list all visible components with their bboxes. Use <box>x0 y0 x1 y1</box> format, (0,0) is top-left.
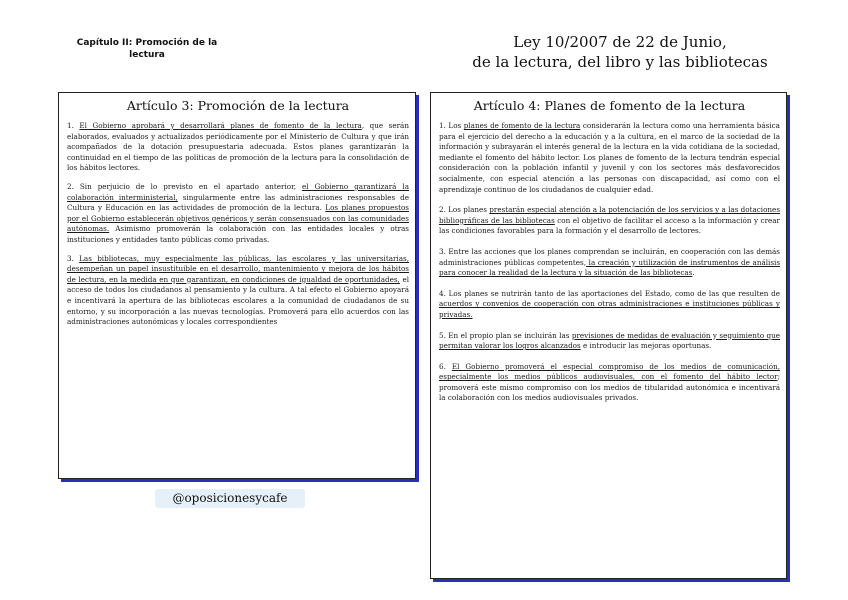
text-run: . <box>692 268 695 278</box>
underlined-text: el Gobierno garantizará la colaboración interministerial, <box>67 181 409 202</box>
chapter-heading: Capítulo II: Promoción de la lectura <box>76 38 218 60</box>
underlined-text: acuerdos y convenios de cooperación con otras administraciones e instituciones públicas y privadas. <box>439 299 780 319</box>
article-4-paragraph-5 <box>439 331 780 352</box>
text-run: Asimismo promoverán la colaboración con las entidades locales y otras instituciones y entidades tanto públicas como privadas. <box>67 224 409 244</box>
article-4-paragraph-3 <box>439 247 780 279</box>
text-run: con el objetivo de facilitar el acceso a la información y crear las condiciones favorables para la formación y el desarrollo de lectores. <box>439 215 780 236</box>
article-3-box <box>58 92 416 479</box>
text-run: 2. Sin perjuicio de lo previsto en el apartado anterior, <box>67 181 303 191</box>
law-title-line-1: Ley 10/2007 de 22 de Junio, <box>513 33 727 51</box>
underlined-text: Los planes propuestos por el Gobierno establecerán objetivos genéricos y serán consensuados con las comunidades autónomas. <box>67 203 409 234</box>
text-run: singularmente entre las administraciones responsables de Cultura y Educación en las actividades de promoción de la lectura. <box>67 192 410 213</box>
underlined-text: El Gobierno aprobará y desarrollará planes de fomento de la lectura <box>79 121 362 130</box>
text-run: 4. Los planes se nutrirán tanto de las aportaciones del Estado, como de las que resulten de <box>439 288 780 298</box>
text-run: e introducir las mejoras oportunas. <box>580 341 712 351</box>
article-3-paragraph-3 <box>67 254 409 328</box>
text-run: 1. <box>67 121 80 130</box>
article-3-paragraph-1 <box>67 121 409 174</box>
underlined-text: El Gobierno promoverá el especial compromiso de los medios de comunicación, especialmente los medios públicos audiovisuales, con el fomento del hábito lector <box>439 361 780 382</box>
text-run: 1. Los <box>439 121 464 130</box>
text-run: 3. Entre las acciones que los planes comprendan se incluirán, en cooperación con las demás administraciones públicas competentes, <box>439 246 780 267</box>
text-run: 3. <box>67 253 80 263</box>
article-4-paragraph-4 <box>439 289 780 321</box>
underlined-text: previsiones de medidas de evaluación y seguimiento que permitan valorar los logros alcanzados <box>439 330 780 351</box>
article-3-paragraph-2 <box>67 182 409 246</box>
text-run: el acceso de todos los ciudadanos al pensamiento y la cultura. A tal efecto el Gobierno apoyará e incentivará la apertura de las bibliotecas escolares a la comunidad de ciudadanos de su entorno, y su incorporación a las nuevas tecnologías. Promoverá para ello acuerdos con las administraciones autonómicas y locales correspondientes <box>67 274 410 327</box>
text-run: 2. Los planes <box>439 205 490 215</box>
text-run: ; promoverá este mismo compromiso con los medios de titularidad autonómica e incentivará la colaboración con los medios audiovisuales privados. <box>439 372 780 403</box>
social-handle: @oposicionesycafe <box>155 489 305 508</box>
underlined-text: planes de fomento de la lectura <box>463 121 581 130</box>
law-title-line-2: de la lectura, del libro y las bibliotecas <box>472 53 768 71</box>
article-4-box <box>430 92 787 579</box>
article-4-paragraph-2 <box>439 205 780 237</box>
article-3-title: Artículo 3: Promoción de la lectura <box>126 98 350 113</box>
article-4-paragraph-6 <box>439 362 780 404</box>
article-4-paragraph-1 <box>439 121 780 195</box>
text-run: 6. <box>439 361 452 371</box>
text-run: considerarán la lectura como una herramienta básica para el ejercicio del derecho a la educación y a la cultura, en el marco de la sociedad de la información y subrayarán el interés general de la lectura en la vida cotidiana de la sociedad, mediante el fomento del hábito lector. Los planes de fomento de la lectura tendrán especial consideración con la población infantil y juvenil y con los sectores más desfavorecidos socialmente, con especial atención a las personas con discapacidad, así como con el aprendizaje continuo de los ciudadanos de cualquier edad. <box>439 121 780 194</box>
underlined-text: prestarán especial atención a la potenciación de los servicios y a las dotaciones bibliográficas de las bibliotecas <box>439 205 781 225</box>
underlined-text: la creación y utilización de instrumentos de análisis para conocer la realidad de la lectura y la situación de las bibliotecas <box>439 257 781 278</box>
text-run: , que serán elaborados, evaluados y actualizados periódicamente por el Ministerio de Cultura y que irán acompañados de la dotación presupuestaria adecuada. Estos planes garantizarán la continuidad en el tiempo de las políticas de promoción de la lectura para la consolidación de los hábitos lectores. <box>67 121 409 173</box>
underlined-text: Las bibliotecas, muy especialmente las públicas, las escolares y las universitarias, desempeñan un papel insustituible en el desarrollo, mantenimiento y mejora de los hábitos de lectura, en la medida en que garantizan, en condiciones de igualdad de oportunidades, <box>67 253 409 284</box>
law-title <box>440 32 800 72</box>
text-run: 5. En el propio plan se incluirán las <box>439 330 572 340</box>
article-4-title: Artículo 4: Planes de fomento de la lectura <box>473 98 746 113</box>
